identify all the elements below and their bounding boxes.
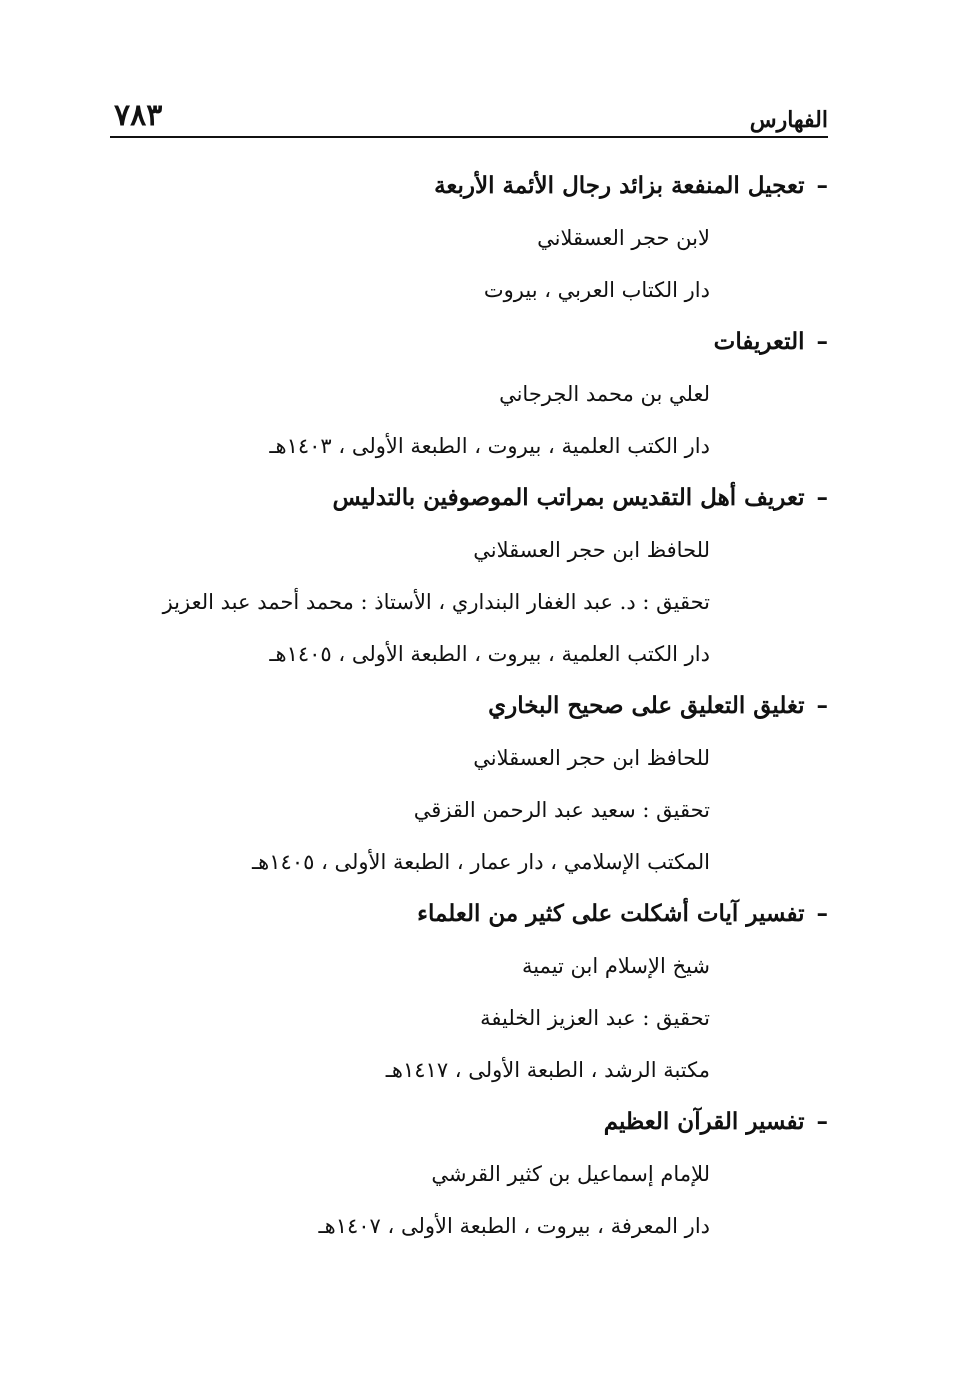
entry-title-text: تعريف أهل التقديس بمراتب الموصوفين بالتدليس (332, 484, 805, 511)
entry-dash: – (816, 692, 828, 719)
entry-author: لابن حجر العسقلاني (537, 226, 710, 250)
entry-title-text: التعريفات (713, 328, 805, 355)
entry-dash: – (816, 172, 828, 199)
entry-author: لعلي بن محمد الجرجاني (499, 382, 710, 406)
entry-author: شيخ الإسلام ابن تيمية (521, 954, 710, 978)
bibliography-entry (128, 1096, 828, 1252)
entry-dash: – (816, 328, 828, 355)
entry-dash: – (816, 1108, 828, 1135)
entry-title-text: تفسير القرآن العظيم (603, 1108, 805, 1135)
entry-editor: تحقيق : د. عبد الغفار البنداري ، الأستاذ : محمد أحمد عبد العزيز (162, 590, 710, 614)
bibliography-list (128, 160, 828, 1252)
entry-publisher: دار الكتب العلمية ، بيروت ، الطبعة الأولى ، ١٤٠٥هـ (269, 642, 710, 666)
entry-title (128, 316, 828, 368)
entry-title-text: تعجيل المنفعة بزائد رجال الأئمة الأربعة (434, 172, 805, 199)
entry-dash: – (816, 484, 828, 511)
entry-title (128, 680, 828, 732)
entry-author: للحافظ ابن حجر العسقلاني (473, 746, 710, 770)
entry-title-text: تغليق التعليق على صحيح البخاري (488, 692, 805, 719)
entry-dash: – (816, 900, 828, 927)
running-title: الفهارس (749, 107, 828, 133)
entry-editor: تحقيق : عبد العزيز الخليفة (480, 1006, 710, 1030)
entry-title (128, 888, 828, 940)
entry-publisher: دار المعرفة ، بيروت ، الطبعة الأولى ، ١٤٠٧هـ (318, 1214, 710, 1238)
entry-title (128, 160, 828, 212)
entry-publisher: دار الكتاب العربي ، بيروت (483, 278, 710, 302)
bibliography-entry (128, 160, 828, 316)
entry-author: للحافظ ابن حجر العسقلاني (473, 538, 710, 562)
bibliography-entry (128, 316, 828, 472)
entry-publisher: مكتبة الرشد ، الطبعة الأولى ، ١٤١٧هـ (385, 1058, 710, 1082)
entry-title (128, 472, 828, 524)
bibliography-entry (128, 888, 828, 1096)
entry-title-text: تفسير آيات أشكلت على كثير من العلماء (417, 900, 805, 927)
bibliography-entry (128, 680, 828, 888)
entry-editor: تحقيق : سعيد عبد الرحمن القزقي (413, 798, 710, 822)
page-header (110, 96, 828, 138)
entry-author: للإمام إسماعيل بن كثير القرشي (431, 1162, 710, 1186)
bibliography-entry (128, 472, 828, 680)
entry-publisher: المكتب الإسلامي ، دار عمار ، الطبعة الأولى ، ١٤٠٥هـ (252, 850, 710, 874)
entry-publisher: دار الكتب العلمية ، بيروت ، الطبعة الأولى ، ١٤٠٣هـ (269, 434, 710, 458)
page-number: ٧٨٣ (114, 98, 163, 133)
entry-title (128, 1096, 828, 1148)
